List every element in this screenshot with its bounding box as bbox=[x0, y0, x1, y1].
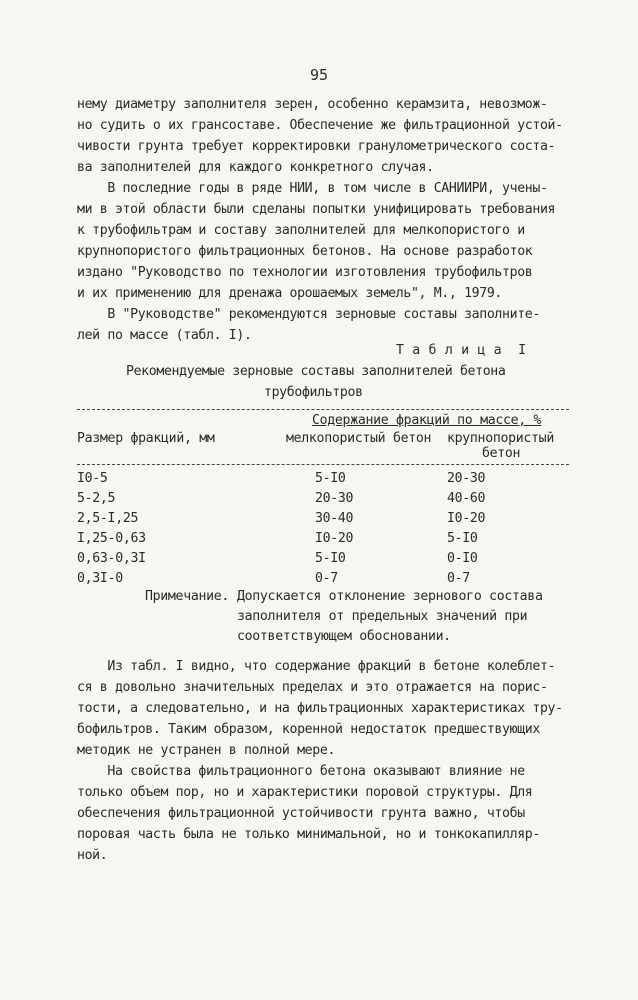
table-header-size: Размер фракций, мм bbox=[77, 431, 215, 446]
text-line: но судить о их грансоставе. Обеспечение же фильтрационной устой- bbox=[77, 118, 563, 133]
table-note-label: Примечание. bbox=[145, 589, 230, 604]
table-cell-fine: 0-7 bbox=[315, 571, 338, 586]
text-line: обеспечения фильтрационной устойчивости грунта важно, чтобы bbox=[77, 806, 525, 821]
table-cell-coarse: 5-I0 bbox=[447, 531, 478, 546]
text-line: методик не устранен в полной мере. bbox=[77, 743, 336, 758]
table-cell-coarse: 20-30 bbox=[447, 471, 486, 486]
text-line: к трубофильтрам и составу заполнителей для мелкопористого и bbox=[77, 223, 525, 238]
text-line: ми в этой области были сделаны попытки унифицировать требования bbox=[77, 202, 556, 217]
table-cell-fine: I0-20 bbox=[315, 531, 354, 546]
table-note-text: соответствующем обосновании. bbox=[237, 629, 451, 644]
table-header-rule bbox=[77, 464, 569, 465]
table-cell-size: 5-2,5 bbox=[77, 491, 116, 506]
text-line: ной. bbox=[77, 848, 108, 863]
table-cell-coarse: I0-20 bbox=[447, 511, 486, 526]
text-line: На свойства фильтрационного бетона оказывают влияние не bbox=[77, 764, 525, 779]
text-line: поровая часть была не только минимальной, но и тонкокапилляр- bbox=[77, 827, 540, 842]
text-line: Из табл. I видно, что содержание фракций в бетоне колеблет- bbox=[77, 659, 556, 674]
table-cell-fine: 5-I0 bbox=[315, 471, 346, 486]
page-number: 95 bbox=[309, 66, 329, 84]
table-cell-fine: 5-I0 bbox=[315, 551, 346, 566]
text-line: В последние годы в ряде НИИ, в том числе в САНИИРИ, учены- bbox=[77, 181, 548, 196]
table-cell-coarse: 0-7 bbox=[447, 571, 470, 586]
table-cell-coarse: 40-60 bbox=[447, 491, 486, 506]
table-cell-size: 2,5-I,25 bbox=[77, 511, 139, 526]
table-cell-fine: 30-40 bbox=[315, 511, 354, 526]
table-cell-size: 0,3I-0 bbox=[77, 571, 123, 586]
table-group-header: Содержание фракций по массе, % bbox=[312, 413, 542, 428]
text-line: В "Руководстве" рекомендуются зерновые составы заполните- bbox=[77, 307, 540, 322]
table-caption: Рекомендуемые зерновые составы заполнителей бетона bbox=[126, 364, 506, 379]
table-note-text: Допускается отклонение зернового состава bbox=[237, 589, 543, 604]
table-header-fine: мелкопористый бетон bbox=[286, 431, 432, 446]
text-line: издано "Руководство по технологии изготовления трубофильтров bbox=[77, 265, 533, 280]
table-cell-size: I,25-0,63 bbox=[77, 531, 146, 546]
table-cell-size: I0-5 bbox=[77, 471, 108, 486]
table-header-coarse: бетон bbox=[482, 446, 521, 461]
table-cell-fine: 20-30 bbox=[315, 491, 354, 506]
table-top-rule bbox=[77, 409, 569, 410]
text-line: только объем пор, но и характеристики поровой структуры. Для bbox=[77, 785, 533, 800]
text-line: бофильтров. Таким образом, коренной недостаток предшествующих bbox=[77, 722, 540, 737]
text-line: ва заполнителей для каждого конкретного случая. bbox=[77, 160, 434, 175]
table-cell-size: 0,63-0,3I bbox=[77, 551, 146, 566]
table-label: Т а б л и ц а I bbox=[396, 343, 527, 358]
table-header-coarse: крупнопористый bbox=[447, 431, 554, 446]
text-line: нему диаметру заполнителя зерен, особенно керамзита, невозмож- bbox=[77, 97, 548, 112]
table-note-text: заполнителя от предельных значений при bbox=[237, 609, 528, 624]
text-line: ся в довольно значительных пределах и это отражается на порис- bbox=[77, 680, 548, 695]
text-line: тости, а следовательно, и на фильтрационных характеристиках тру- bbox=[77, 701, 563, 716]
text-line: чивости грунта требует корректировки гранулометрического соста- bbox=[77, 139, 556, 154]
text-line: крупнопористого фильтрационных бетонов. На основе разработок bbox=[77, 244, 533, 259]
table-cell-coarse: 0-I0 bbox=[447, 551, 478, 566]
text-line: лей по массе (табл. I). bbox=[77, 328, 252, 343]
text-line: и их применению для дренажа орошаемых земель", М., 1979. bbox=[77, 286, 503, 301]
table-caption: трубофильтров bbox=[264, 385, 363, 400]
